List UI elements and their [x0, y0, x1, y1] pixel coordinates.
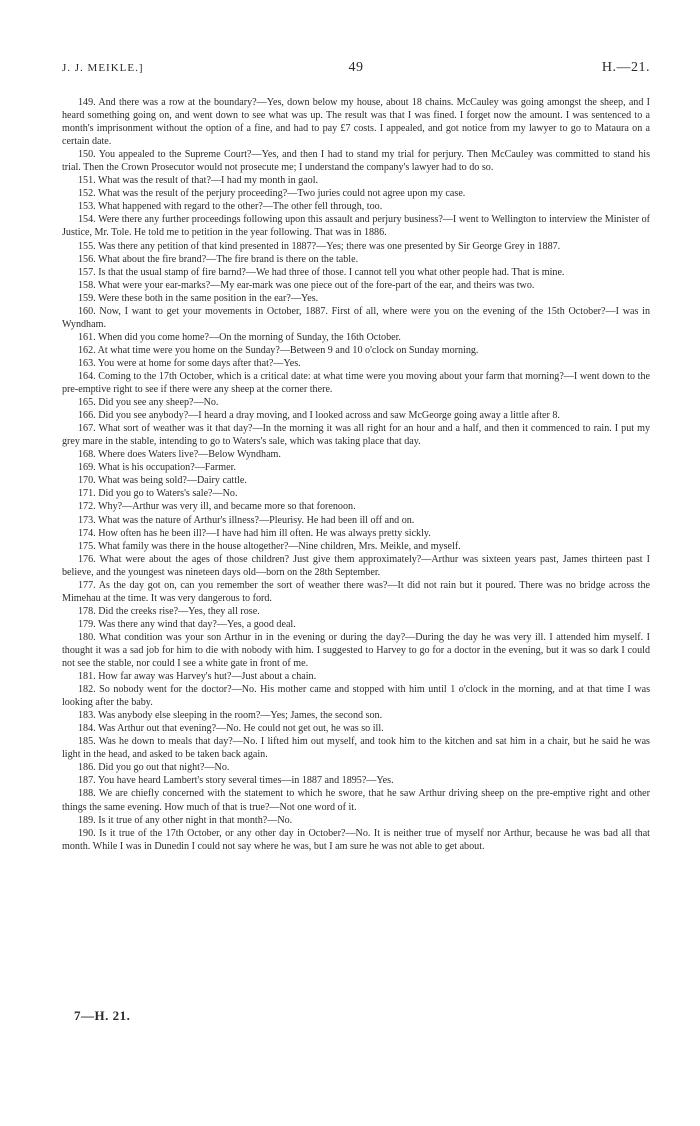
- testimony-paragraph: 149. And there was a row at the boundary?—Yes, down below my house, about 18 chains. McCauley was going amongst the sheep, and I heard something going on, and went down to see what was up. The result was that I was fined. I forget now the amount. I was sentenced to a month's imprisonment without the option of a fine, and had to pay £7 costs. I appealed, and got notice from my lawyer to go to Mataura on a certain date.: [62, 97, 650, 148]
- testimony-paragraph: 167. What sort of weather was it that day?—In the morning it was all right for an hour and a half, and then it commenced to rain. I put my grey mare in the stable, intending to go to Waters's sale, which was taking place that day.: [62, 423, 650, 448]
- testimony-paragraph: 166. Did you see anybody?—I heard a dray moving, and I looked across and saw McGeorge going away a little after 8.: [78, 410, 560, 422]
- testimony-paragraph: 152. What was the result of the perjury proceeding?—Two juries could not agree upon my case.: [78, 188, 466, 200]
- testimony-paragraph: 182. So nobody went for the doctor?—No. His mother came and stopped with him until 1 o'clock in the morning, and at that time I was looking after the baby.: [62, 684, 650, 709]
- testimony-paragraph: 188. We are chiefly concerned with the statement to which he swore, that he saw Arthur driving sheep on the pre-emptive right and other things the same evening. How much of that is true?—Not one word of it.: [62, 788, 650, 813]
- testimony-paragraph: 155. Was there any petition of that kind presented in 1887?—Yes; there was one presented by Sir George Grey in 1887.: [78, 240, 561, 252]
- document-reference: H.—21.: [601, 60, 650, 75]
- testimony-paragraph: 190. Is it true of the 17th October, or any other day in October?—No. It is neither true of myself nor Arthur, because he was bad all that month. While I was in Dunedin I could not say where he was, but I am sure he was not able to get about.: [62, 827, 650, 852]
- testimony-paragraph: 184. Was Arthur out that evening?—No. He could not get out, he was so ill.: [78, 723, 384, 735]
- testimony-paragraph: 169. What is his occupation?—Farmer.: [78, 462, 236, 474]
- testimony-paragraph: 171. Did you go to Waters's sale?—No.: [78, 488, 238, 500]
- testimony-paragraph: 158. What were your ear-marks?—My ear-mark was one piece out of the fore-part of the ear, and theirs was two.: [78, 279, 535, 291]
- testimony-paragraph: 164. Coming to the 17th October, which is a critical date: at what time were you moving about your farm that morning?—I went down to the pre-emptive right to see if there were any sheep at the corner there.: [62, 370, 650, 396]
- testimony-paragraph: 153. What happened with regard to the other?—The other fell through, too.: [78, 201, 383, 213]
- testimony-paragraph: 162. At what time were you home on the Sunday?—Between 9 and 10 o'clock on Sunday morning.: [78, 344, 479, 356]
- testimony-paragraph: 173. What was the nature of Arthur's illness?—Pleurisy. He had been ill off and on.: [78, 514, 415, 526]
- testimony-paragraph: 161. When did you come home?—On the morning of Sunday, the 16th October.: [78, 331, 401, 343]
- testimony-paragraph: 174. How often has he been ill?—I have had him ill often. He was always pretty sickly.: [78, 527, 431, 539]
- testimony-paragraph: 159. Were these both in the same position in the ear?—Yes.: [78, 292, 319, 304]
- page-number: 49: [348, 60, 364, 75]
- testimony-paragraph: 186. Did you go out that night?—No.: [78, 762, 230, 774]
- testimony-paragraph: 181. How far away was Harvey's hut?—Just about a chain.: [78, 671, 317, 683]
- testimony-paragraph: 178. Did the creeks rise?—Yes, they all rose.: [78, 605, 260, 617]
- sheet-signature: 7—H. 21.: [74, 1008, 131, 1023]
- testimony-paragraph: 156. What about the fire brand?—The fire brand is there on the table.: [78, 253, 359, 265]
- testimony-paragraph: 165. Did you see any sheep?—No.: [78, 397, 219, 409]
- testimony-paragraph: 151. What was the result of that?—I had my month in gaol.: [78, 175, 319, 187]
- testimony-paragraph: 172. Why?—Arthur was very ill, and became more so that forenoon.: [78, 501, 356, 513]
- testimony-paragraph: 176. What were about the ages of those children? Just give them approximately?—Arthur was sixteen years past, James thirteen past I believe, and the youngest was nineteen days old—born on the 28th September.: [62, 553, 650, 578]
- header-witness-name: J. J. MEIKLE.]: [62, 62, 144, 74]
- testimony-paragraph: 170. What was being sold?—Dairy cattle.: [78, 475, 247, 487]
- testimony-paragraph: 183. Was anybody else sleeping in the room?—Yes; James, the second son.: [78, 710, 383, 722]
- testimony-paragraph: 189. Is it true of any other night in that month?—No.: [78, 814, 293, 826]
- testimony-paragraph: 180. What condition was your son Arthur in in the evening or during the day?—During the day he was very ill. I attended him myself. I thought it was a sad job for him to die with nobody with him. I suggested to Harvey to go for a doctor in the evening, but it was so dark I could not see the stable, nor could I see a white gate in front of me.: [62, 631, 650, 670]
- testimony-paragraph: 175. What family was there in the house altogether?—Nine children, Mrs. Meikle, and myself.: [78, 540, 461, 552]
- testimony-paragraph: 163. You were at home for some days after that?—Yes.: [78, 357, 301, 369]
- testimony-paragraph: 154. Were there any further proceedings following upon this assault and perjury business?—I went to Wellington to interview the Minister of Justice, Mr. Tole. He told me to petition in the year following. That was in 1886.: [62, 214, 650, 239]
- testimony-body: [62, 96, 650, 853]
- testimony-paragraph: 157. Is that the usual stamp of fire barnd?—We had three of those. I cannot tell you what other people had. That is mine.: [78, 266, 565, 278]
- testimony-paragraph: 160. Now, I want to get your movements in October, 1887. First of all, where were you on the evening of the 15th October?—I was in Wyndham.: [62, 305, 650, 330]
- testimony-paragraph: 177. As the day got on, can you remember the sort of weather there was?—It did not rain but it poured. There was no bridge across the Mimehau at the time. It was very dangerous to ford.: [62, 579, 650, 604]
- testimony-paragraph: 187. You have heard Lambert's story several times—in 1887 and 1895?—Yes.: [78, 775, 394, 787]
- testimony-paragraph: 168. Where does Waters live?—Below Wyndham.: [78, 449, 281, 461]
- testimony-paragraph: 150. You appealed to the Supreme Court?—Yes, and then I had to stand my trial for perjury. Then McCauley was committed to stand his trial. Then the Crown Prosecutor would not prosecute me; I understand the company's lawyer had to do so.: [62, 149, 650, 174]
- testimony-paragraph: 185. Was he down to meals that day?—No. I lifted him out myself, and took him to the kitchen and sat him in a chair, but he said he was light in the head, and asked to be taken back again.: [62, 736, 650, 761]
- testimony-paragraph: 179. Was there any wind that day?—Yes, a good deal.: [78, 618, 296, 630]
- page-header: [62, 60, 650, 80]
